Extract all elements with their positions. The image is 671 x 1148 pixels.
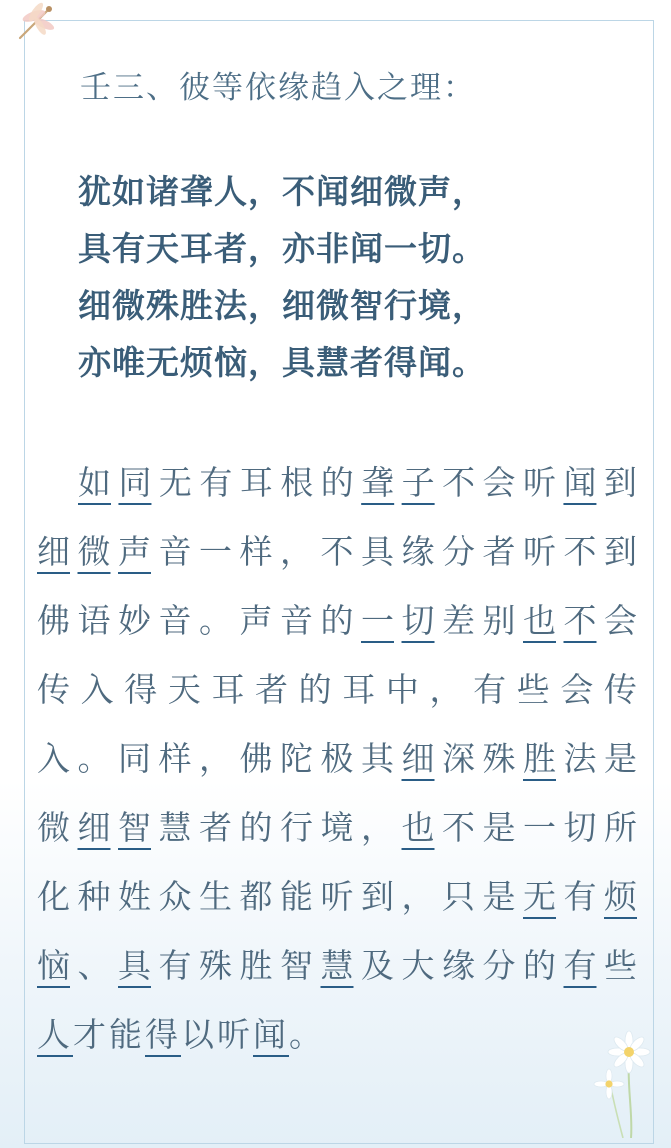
verse-line: 细微殊胜法，细微智行境， (78, 286, 486, 325)
body-char: 都 (239, 877, 273, 916)
underlined-char: 细 (77, 808, 111, 847)
body-char: 无 (158, 463, 192, 502)
body-char: 化 (37, 877, 70, 916)
body-char: 妙 (118, 601, 151, 640)
body-char: 能 (109, 1015, 145, 1054)
body-char: 天 (167, 670, 201, 709)
body-char: 音 (280, 601, 313, 640)
underlined-char: 也 (401, 808, 435, 847)
body-char: 不 (320, 532, 354, 571)
body-line (37, 870, 637, 939)
body-char: 有 (473, 670, 507, 709)
body-char: 佛 (37, 601, 70, 640)
underlined-char: 闻 (563, 463, 597, 502)
body-char: 听 (522, 463, 556, 502)
body-char: 生 (199, 877, 232, 916)
body-char: 才 (73, 1015, 109, 1054)
body-char: 耳 (342, 670, 376, 709)
underlined-char: 人 (37, 1015, 73, 1054)
underlined-char: 聋 (361, 463, 395, 502)
underlined-char: 一 (361, 601, 394, 640)
body-char: 得 (124, 670, 158, 709)
underlined-char: 也 (523, 601, 556, 640)
body-char: 一 (523, 808, 556, 847)
body-char: 、 (77, 946, 111, 985)
underlined-char: 切 (401, 601, 435, 640)
underlined-char: 同 (118, 463, 152, 502)
body-char: 者 (255, 670, 289, 709)
body-char: 根 (280, 463, 314, 502)
body-char: 的 (320, 601, 354, 640)
underlined-char: 不 (563, 601, 597, 640)
body-char: 。 (289, 1015, 325, 1054)
body-char: 微 (37, 808, 70, 847)
body-char: 是 (482, 808, 516, 847)
body-char: 是 (604, 739, 637, 778)
underlined-char: 具 (118, 946, 151, 985)
body-char: 境 (320, 808, 354, 847)
section-heading: 壬三、彼等依缘趋入之理： (80, 70, 476, 106)
body-line (37, 939, 637, 1008)
body-char: 众 (158, 877, 192, 916)
underlined-char: 细 (37, 532, 70, 571)
underlined-char: 微 (77, 532, 111, 571)
body-char: 不 (442, 808, 475, 847)
body-char: 的 (523, 946, 556, 985)
body-line (37, 663, 637, 732)
body-char: 分 (482, 946, 516, 985)
body-char: 其 (361, 739, 394, 778)
body-char: 分 (442, 532, 475, 571)
body-char: 听 (217, 1015, 253, 1054)
body-char: 佛 (239, 739, 273, 778)
body-line (37, 1008, 637, 1077)
body-char: 。 (199, 601, 232, 640)
underlined-char: 声 (118, 532, 151, 571)
body-char: 法 (563, 739, 597, 778)
body-char: 智 (280, 946, 313, 985)
body-char: 不 (442, 463, 476, 502)
body-char: 种 (77, 877, 111, 916)
body-char: 深 (442, 739, 475, 778)
body-char: 慧 (158, 808, 192, 847)
underlined-char: 得 (145, 1015, 181, 1054)
body-char: 些 (604, 946, 637, 985)
body-char: 入 (80, 670, 114, 709)
underlined-char: 智 (118, 808, 151, 847)
body-char: 者 (482, 532, 516, 571)
body-char: 别 (482, 601, 516, 640)
body-char: 殊 (199, 946, 232, 985)
body-char: 听 (523, 532, 556, 571)
body-char: 差 (442, 601, 475, 640)
body-char: 缘 (442, 946, 475, 985)
body-char: 会 (482, 463, 516, 502)
verse-line: 犹如诸聋人，不闻细微声， (78, 172, 486, 211)
underlined-char: 恼 (37, 946, 70, 985)
body-char: 所 (604, 808, 637, 847)
underlined-char: 如 (78, 463, 111, 502)
body-char: 切 (563, 808, 597, 847)
body-char: 缘 (401, 532, 435, 571)
body-char: 入 (37, 739, 70, 778)
verse-line: 亦唯无烦恼，具慧者得闻。 (78, 343, 486, 382)
underlined-char: 闻 (253, 1015, 289, 1054)
commentary-paragraph (37, 456, 637, 1077)
body-char: 者 (199, 808, 232, 847)
body-char: ， (401, 877, 435, 916)
body-char: 殊 (482, 739, 516, 778)
underlined-char: 胜 (523, 739, 556, 778)
body-char: 是 (482, 877, 516, 916)
body-char: 大 (401, 946, 435, 985)
body-line (37, 594, 637, 663)
body-char: 以 (181, 1015, 217, 1054)
body-char: 能 (280, 877, 313, 916)
body-char: 语 (77, 601, 111, 640)
body-char: 听 (320, 877, 354, 916)
body-line (37, 801, 637, 870)
body-char: ， (361, 808, 394, 847)
body-char: 些 (516, 670, 550, 709)
dragonfly-icon (12, 2, 58, 42)
body-char: 及 (361, 946, 394, 985)
body-char: 音 (158, 532, 192, 571)
daisy-flower-icon (589, 1018, 665, 1138)
body-char: 到 (604, 532, 637, 571)
body-char: 传 (37, 670, 70, 709)
body-line (37, 456, 637, 525)
body-char: 耳 (239, 463, 273, 502)
body-char: 中 (385, 670, 419, 709)
body-char: 极 (320, 739, 354, 778)
body-char: 的 (239, 808, 273, 847)
body-char: 同 (118, 739, 151, 778)
body-char: ， (429, 670, 463, 709)
body-line (37, 732, 637, 801)
body-char: 的 (320, 463, 354, 502)
body-char: 只 (442, 877, 475, 916)
body-char: 有 (199, 463, 233, 502)
body-char: 耳 (211, 670, 245, 709)
underlined-char: 子 (401, 463, 435, 502)
body-char: 到 (603, 463, 637, 502)
body-char: 样 (158, 739, 192, 778)
body-char: 有 (563, 877, 597, 916)
underlined-char: 有 (563, 946, 597, 985)
body-char: 行 (280, 808, 313, 847)
body-char: 不 (563, 532, 597, 571)
underlined-char: 慧 (320, 946, 354, 985)
body-char: 传 (603, 670, 637, 709)
body-char: 会 (604, 601, 637, 640)
underlined-char: 烦 (604, 877, 637, 916)
underlined-char: 细 (401, 739, 435, 778)
body-char: 一 (199, 532, 232, 571)
verse-line: 具有天耳者，亦非闻一切。 (78, 229, 486, 268)
verse-block (78, 170, 486, 398)
body-char: 样 (239, 532, 273, 571)
body-line (37, 525, 637, 594)
body-char: 有 (158, 946, 192, 985)
body-char: 。 (77, 739, 111, 778)
body-char: 姓 (118, 877, 151, 916)
body-char: 胜 (239, 946, 273, 985)
body-char: 音 (158, 601, 192, 640)
body-char: 声 (239, 601, 273, 640)
body-char: 陀 (280, 739, 313, 778)
body-char: 会 (560, 670, 594, 709)
underlined-char: 无 (523, 877, 556, 916)
body-char: 的 (298, 670, 332, 709)
body-char: 到 (361, 877, 394, 916)
body-char: ， (280, 532, 313, 571)
body-char: 具 (361, 532, 394, 571)
body-char: ， (199, 739, 232, 778)
